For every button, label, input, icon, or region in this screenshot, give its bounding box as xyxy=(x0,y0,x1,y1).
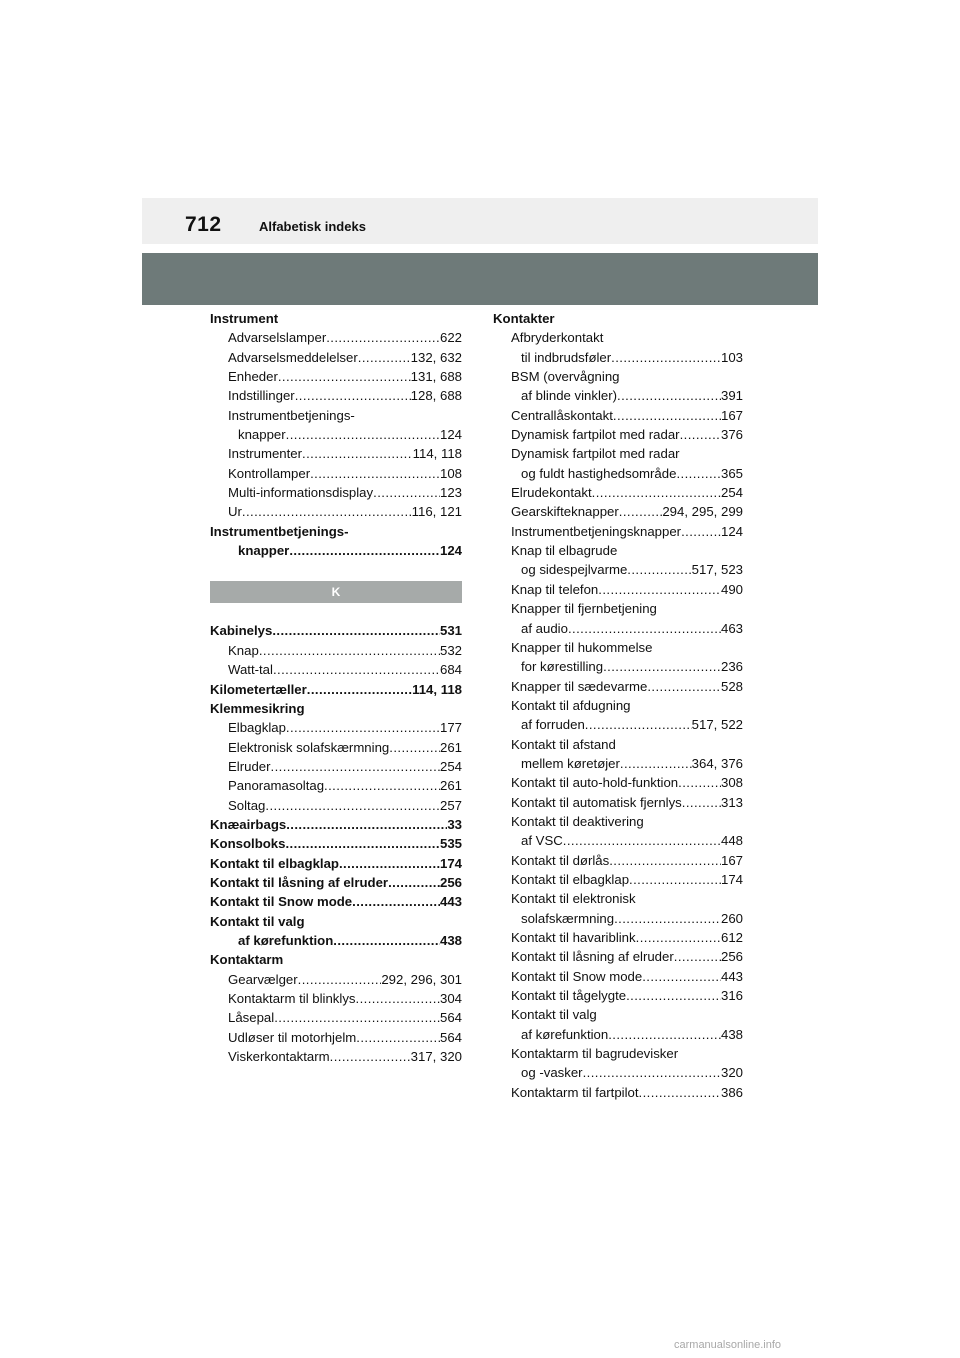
index-entry-label: Kontakt til Snow mode xyxy=(210,894,353,910)
index-entry-label: for kørestilling xyxy=(521,659,604,675)
index-entry-pages[interactable]: 124 xyxy=(439,427,462,443)
index-entry-label: Låsepal xyxy=(228,1010,275,1026)
index-entry xyxy=(493,522,743,541)
index-entry-label: til indbrudsføler xyxy=(521,349,612,365)
index-entry xyxy=(210,483,462,502)
index-entry-label: Kontaktarm xyxy=(210,952,284,968)
index-entry-pages[interactable]: 254 xyxy=(439,758,462,774)
index-entry xyxy=(210,873,462,892)
index-entry-label: knapper xyxy=(238,543,290,559)
index-subheading xyxy=(210,522,462,541)
index-entry xyxy=(493,502,743,521)
index-entry-pages[interactable]: 532 xyxy=(439,642,462,658)
dot-leader xyxy=(617,386,721,405)
header-band xyxy=(142,198,818,244)
index-entry xyxy=(493,483,743,502)
index-entry-pages[interactable]: 316 xyxy=(720,988,743,1004)
index-entry xyxy=(210,386,462,405)
index-subheading xyxy=(493,309,743,328)
index-entry xyxy=(210,425,462,444)
index-entry xyxy=(210,931,462,950)
index-entry-label: Udløser til motorhjelm xyxy=(228,1029,357,1045)
dot-leader xyxy=(373,483,440,502)
index-entry-pages[interactable]: 256 xyxy=(439,874,462,890)
index-entry-label: Knap til telefon xyxy=(511,581,599,597)
index-entry xyxy=(493,386,743,405)
dot-leader xyxy=(642,967,721,986)
index-entry-pages[interactable]: 376 xyxy=(720,427,743,443)
index-entry-label: Elrudekontakt xyxy=(511,485,592,501)
index-subheading xyxy=(493,367,743,386)
index-entry-pages[interactable]: 174 xyxy=(439,855,462,871)
index-entry xyxy=(493,657,743,676)
index-entry xyxy=(210,834,462,853)
index-entry-label: Elbagklap xyxy=(228,720,286,736)
index-entry-label: Instrument xyxy=(210,311,279,326)
index-entry-pages[interactable]: 612 xyxy=(720,930,743,945)
index-entry-pages[interactable]: 564 xyxy=(439,1029,462,1045)
dot-leader xyxy=(330,1047,411,1066)
index-entry-label: Kontakt til elbagklap xyxy=(210,855,339,871)
index-subheading xyxy=(210,309,462,328)
index-entry-pages[interactable]: 438 xyxy=(720,1026,743,1042)
dot-leader xyxy=(608,1025,721,1044)
index-entry xyxy=(493,831,743,850)
dot-leader xyxy=(289,541,440,560)
dot-leader xyxy=(389,738,440,757)
index-entry-pages[interactable]: 128, 688 xyxy=(410,388,462,404)
dot-leader xyxy=(273,660,440,679)
index-entry xyxy=(493,464,743,483)
index-subheading xyxy=(493,541,743,560)
index-entry-pages[interactable]: 386 xyxy=(720,1084,743,1100)
dot-leader xyxy=(614,909,721,928)
index-entry-label: Ur xyxy=(228,504,242,520)
index-entry-pages[interactable]: 256 xyxy=(720,949,743,965)
index-entry-pages[interactable]: 167 xyxy=(720,407,743,423)
index-entry xyxy=(493,947,743,966)
index-entry xyxy=(493,580,743,599)
dot-leader xyxy=(352,892,440,911)
index-entry-label: Instrumentbetjenings- xyxy=(210,523,349,539)
dot-leader xyxy=(333,931,440,950)
index-entry xyxy=(210,541,462,560)
dot-leader xyxy=(568,619,721,638)
dot-leader xyxy=(603,657,721,676)
index-subheading xyxy=(210,406,462,425)
index-entry-pages[interactable]: 463 xyxy=(720,620,743,636)
index-entry-pages[interactable]: 320 xyxy=(720,1065,743,1081)
index-entry-label: Kontakt til låsning af elruder xyxy=(511,949,674,965)
index-entry-pages[interactable]: 448 xyxy=(720,833,743,849)
index-entry-pages[interactable]: 564 xyxy=(439,1010,462,1026)
index-entry-label: Kontakt til valg xyxy=(210,913,305,929)
index-entry xyxy=(493,425,743,444)
index-entry-pages[interactable]: 33 xyxy=(447,816,462,832)
dot-leader xyxy=(272,621,440,640)
dot-leader xyxy=(680,425,721,444)
index-subheading xyxy=(493,1044,743,1063)
index-entry-pages[interactable]: 261 xyxy=(439,739,462,755)
dot-leader xyxy=(285,834,440,853)
index-entry-pages[interactable]: 257 xyxy=(439,797,462,813)
index-entry xyxy=(210,757,462,776)
dot-leader xyxy=(242,502,412,521)
index-entry xyxy=(493,560,743,579)
index-entry-label: af blinde vinkler) xyxy=(521,388,618,404)
index-entry-label: Kontakt til dørlås xyxy=(511,852,610,868)
index-entry-pages[interactable]: 313 xyxy=(720,794,743,810)
index-entry-label: Kontrollamper xyxy=(228,465,311,481)
dot-leader xyxy=(271,757,440,776)
index-subheading xyxy=(493,735,743,754)
page-title: Alfabetisk indeks xyxy=(259,219,366,234)
index-entry-pages[interactable]: 132, 632 xyxy=(410,349,462,365)
index-entry-label: Gearskifteknapper xyxy=(511,504,619,520)
index-entry xyxy=(493,348,743,367)
dot-leader xyxy=(259,641,440,660)
index-entry xyxy=(493,1025,743,1044)
index-entry-pages[interactable]: 123 xyxy=(439,485,462,501)
index-entry-pages[interactable]: 114, 118 xyxy=(412,446,462,462)
index-entry-pages[interactable]: 365 xyxy=(720,465,743,481)
index-entry xyxy=(210,1008,462,1027)
index-entry xyxy=(493,851,743,870)
index-entry-label: Panoramasoltag xyxy=(228,778,325,794)
index-entry xyxy=(210,796,462,815)
index-entry-label: knapper xyxy=(238,427,286,443)
index-entry xyxy=(493,1063,743,1082)
index-entry xyxy=(210,680,462,699)
index-entry-label: Multi-informationsdisplay xyxy=(228,485,374,501)
index-entry-pages[interactable]: 108 xyxy=(439,465,462,481)
index-entry xyxy=(493,715,743,734)
index-entry-label: Knapper til hukommelse xyxy=(511,639,653,655)
dot-leader xyxy=(585,715,692,734)
index-entry xyxy=(210,444,462,463)
index-entry-label: Kontakt til tågelygte xyxy=(511,988,627,1004)
section-banner xyxy=(142,253,818,305)
dot-leader xyxy=(629,870,721,889)
index-entry-pages[interactable]: 254 xyxy=(720,485,743,501)
index-entry-label: Kontakt til havariblink xyxy=(511,930,636,945)
index-entry-pages[interactable]: 317, 320 xyxy=(410,1049,462,1065)
index-entry-label: solafskærmning xyxy=(521,910,615,926)
index-entry-label: Kontakter xyxy=(493,311,555,326)
dot-leader xyxy=(598,580,721,599)
index-entry-label: Kontaktarm til fartpilot xyxy=(511,1084,639,1100)
index-entry-label: Enheder xyxy=(228,369,278,385)
index-entry xyxy=(493,928,743,947)
index-entry-label: og fuldt hastighedsområde xyxy=(521,465,677,481)
index-entry xyxy=(493,986,743,1005)
index-entry-label: mellem køretøjer xyxy=(521,755,620,771)
dot-leader xyxy=(613,406,721,425)
index-entry-label: Instrumentbetjeningsknapper xyxy=(511,523,682,539)
dot-leader xyxy=(619,502,663,521)
index-entry-label: Knapper til fjernbetjening xyxy=(511,601,657,617)
index-entry xyxy=(493,754,743,773)
index-entry-label: Kabinelys xyxy=(210,623,273,639)
index-entry-label: Konsolboks xyxy=(210,836,286,852)
index-entry-label: Kontakt til auto-hold-funktion xyxy=(511,775,679,791)
dot-leader xyxy=(647,677,721,696)
index-entry xyxy=(493,619,743,638)
dot-leader xyxy=(639,1083,721,1102)
index-entry-label: Centrallåskontakt xyxy=(511,407,613,423)
dot-leader xyxy=(356,1028,440,1047)
index-entry-pages[interactable]: 531 xyxy=(439,623,462,639)
dot-leader xyxy=(627,560,691,579)
index-column-left xyxy=(210,309,462,1066)
index-entry-pages[interactable]: 535 xyxy=(439,836,462,852)
watermark: carmanualsonline.info xyxy=(674,1339,782,1351)
index-entry-label: Viskerkontaktarm xyxy=(228,1049,330,1065)
index-entry xyxy=(210,1028,462,1047)
dot-leader xyxy=(620,754,692,773)
dot-leader xyxy=(674,947,721,966)
index-entry-label: Soltag xyxy=(228,797,266,813)
index-entry-label: Elektronisk solafskærmning xyxy=(228,739,390,755)
index-entry xyxy=(493,967,743,986)
index-entry xyxy=(493,1083,743,1102)
index-entry-pages[interactable]: 292, 296, 301 xyxy=(381,971,462,987)
index-subheading xyxy=(210,950,462,969)
index-entry-pages[interactable]: 364, 376 xyxy=(691,755,743,771)
dot-leader xyxy=(609,851,721,870)
index-entry xyxy=(210,328,462,347)
dot-leader xyxy=(326,328,440,347)
index-entry xyxy=(210,502,462,521)
dot-leader xyxy=(592,483,721,502)
index-entry-pages[interactable]: 684 xyxy=(439,662,462,678)
index-entry-label: og sidespejlvarme xyxy=(521,562,628,578)
index-subheading xyxy=(493,444,743,463)
index-entry-pages[interactable]: 528 xyxy=(720,678,743,694)
index-entry-label: Dynamisk fartpilot med radar xyxy=(511,446,680,462)
dot-leader xyxy=(278,367,411,386)
index-entry-label: Kontakt til elektronisk xyxy=(511,891,636,907)
dot-leader xyxy=(310,464,440,483)
index-entry-label: Kontaktarm til blinklys xyxy=(228,991,356,1006)
index-entry-pages[interactable]: 124 xyxy=(720,523,743,539)
index-subheading xyxy=(210,912,462,931)
index-entry-label: Knapper til sædevarme xyxy=(511,678,648,694)
dot-leader xyxy=(339,854,440,873)
index-entry-pages[interactable]: 304 xyxy=(439,991,462,1006)
index-entry-label: og -vasker xyxy=(521,1065,583,1081)
index-entry-label: af audio xyxy=(521,620,568,636)
index-letter-heading: K xyxy=(210,581,462,603)
index-entry xyxy=(210,854,462,873)
index-entry-pages[interactable]: 490 xyxy=(720,581,743,597)
dot-leader xyxy=(302,444,413,463)
index-entry xyxy=(210,348,462,367)
index-column-right xyxy=(493,309,743,1102)
index-entry-label: Instrumentbetjenings- xyxy=(228,407,355,423)
index-entry-pages[interactable]: 308 xyxy=(720,775,743,791)
index-entry-pages[interactable]: 391 xyxy=(720,388,743,404)
index-entry-label: Knæairbags xyxy=(210,816,287,832)
index-entry-pages[interactable]: 438 xyxy=(439,932,462,948)
index-entry-label: Kontakt til afdugning xyxy=(511,697,631,713)
index-entry-pages[interactable]: 622 xyxy=(439,330,462,346)
index-entry xyxy=(210,1047,462,1066)
index-entry-label: af kørefunktion xyxy=(521,1026,609,1042)
index-subheading xyxy=(493,696,743,715)
index-entry-pages[interactable]: 114, 118 xyxy=(412,681,462,697)
index-entry-label: Kontakt til valg xyxy=(511,1007,597,1023)
dot-leader xyxy=(358,348,411,367)
index-entry-pages[interactable]: 261 xyxy=(439,778,462,794)
dot-leader xyxy=(611,348,721,367)
dot-leader xyxy=(388,873,440,892)
index-entry xyxy=(210,641,462,660)
index-entry-label: Kontaktarm til bagrudevisker xyxy=(511,1046,679,1062)
index-entry-pages[interactable]: 260 xyxy=(720,910,743,926)
index-entry-label: Watt-tal xyxy=(228,662,273,678)
index-entry xyxy=(210,776,462,795)
index-entry-pages[interactable]: 177 xyxy=(439,720,462,736)
dot-leader xyxy=(563,831,721,850)
index-entry xyxy=(210,621,462,640)
index-entry-label: Kilometertæller xyxy=(210,681,307,697)
index-entry-pages[interactable]: 443 xyxy=(439,894,462,910)
dot-leader xyxy=(298,970,382,989)
index-entry-pages[interactable]: 517, 522 xyxy=(691,717,743,733)
dot-leader xyxy=(356,989,440,1008)
index-subheading xyxy=(493,638,743,657)
dot-leader xyxy=(678,773,721,792)
index-entry-label: Instrumenter xyxy=(228,446,303,462)
index-entry xyxy=(493,406,743,425)
index-subheading xyxy=(493,812,743,831)
index-entry-pages[interactable]: 103 xyxy=(720,349,743,365)
index-entry-label: Gearvælger xyxy=(228,971,298,987)
dot-leader xyxy=(307,680,412,699)
index-entry xyxy=(493,677,743,696)
index-subheading xyxy=(493,599,743,618)
dot-leader xyxy=(682,793,721,812)
dot-leader xyxy=(295,386,411,405)
index-entry-pages[interactable]: 116, 121 xyxy=(411,504,462,520)
index-entry-label: Knap xyxy=(228,642,259,658)
index-entry-label: Kontakt til deaktivering xyxy=(511,813,644,829)
dot-leader xyxy=(274,1008,440,1027)
index-entry xyxy=(210,660,462,679)
index-entry xyxy=(493,870,743,889)
index-subheading xyxy=(493,889,743,908)
index-entry-label: Kontakt til automatisk fjernlys xyxy=(511,794,682,810)
index-entry-label: Kontakt til afstand xyxy=(511,736,616,752)
index-entry-label: af kørefunktion xyxy=(238,932,334,948)
index-entry-label: BSM (overvågning xyxy=(511,369,620,385)
index-entry xyxy=(493,773,743,792)
index-entry-label: Kontakt til elbagklap xyxy=(511,871,630,887)
index-entry xyxy=(210,738,462,757)
index-entry-label: Advarselslamper xyxy=(228,330,327,346)
dot-leader xyxy=(265,796,440,815)
index-entry-label: Advarselsmeddelelser xyxy=(228,349,358,365)
index-entry xyxy=(493,909,743,928)
index-entry-pages[interactable]: 443 xyxy=(720,968,743,984)
index-entry xyxy=(493,793,743,812)
index-entry-label: Dynamisk fartpilot med radar xyxy=(511,427,680,443)
dot-leader xyxy=(636,928,721,947)
index-entry xyxy=(210,989,462,1008)
index-entry-pages[interactable]: 236 xyxy=(720,659,743,675)
dot-leader xyxy=(286,425,440,444)
index-entry-label: Elruder xyxy=(228,758,271,774)
dot-leader xyxy=(286,815,447,834)
index-entry-label: Indstillinger xyxy=(228,388,295,404)
dot-leader xyxy=(286,718,440,737)
index-subheading xyxy=(493,1005,743,1024)
index-entry xyxy=(210,892,462,911)
index-entry-pages[interactable]: 517, 523 xyxy=(691,562,743,578)
index-subheading xyxy=(210,699,462,718)
index-entry-label: Afbryderkontakt xyxy=(511,330,604,346)
dot-leader xyxy=(681,522,721,541)
dot-leader xyxy=(676,464,721,483)
dot-leader xyxy=(626,986,721,1005)
index-entry-label: Klemmesikring xyxy=(210,700,305,716)
index-entry-label: af VSC xyxy=(521,833,563,849)
index-entry xyxy=(210,464,462,483)
page-number: 712 xyxy=(185,213,222,236)
index-entry-pages[interactable]: 124 xyxy=(439,543,462,559)
index-entry-pages[interactable]: 294, 295, 299 xyxy=(662,504,743,520)
dot-leader xyxy=(583,1063,721,1082)
index-entry xyxy=(210,718,462,737)
index-subheading xyxy=(493,328,743,347)
dot-leader xyxy=(324,776,440,795)
index-entry-label: Kontakt til låsning af elruder xyxy=(210,874,389,890)
index-entry-pages[interactable]: 167 xyxy=(720,852,743,868)
index-entry xyxy=(210,815,462,834)
index-entry-label: Kontakt til Snow mode xyxy=(511,968,643,984)
index-entry-label: af forruden xyxy=(521,717,585,733)
index-entry-pages[interactable]: 174 xyxy=(720,871,743,887)
index-entry xyxy=(210,970,462,989)
index-entry-label: Knap til elbagrude xyxy=(511,543,618,559)
index-entry-pages[interactable]: 131, 688 xyxy=(410,369,462,385)
index-entry xyxy=(210,367,462,386)
